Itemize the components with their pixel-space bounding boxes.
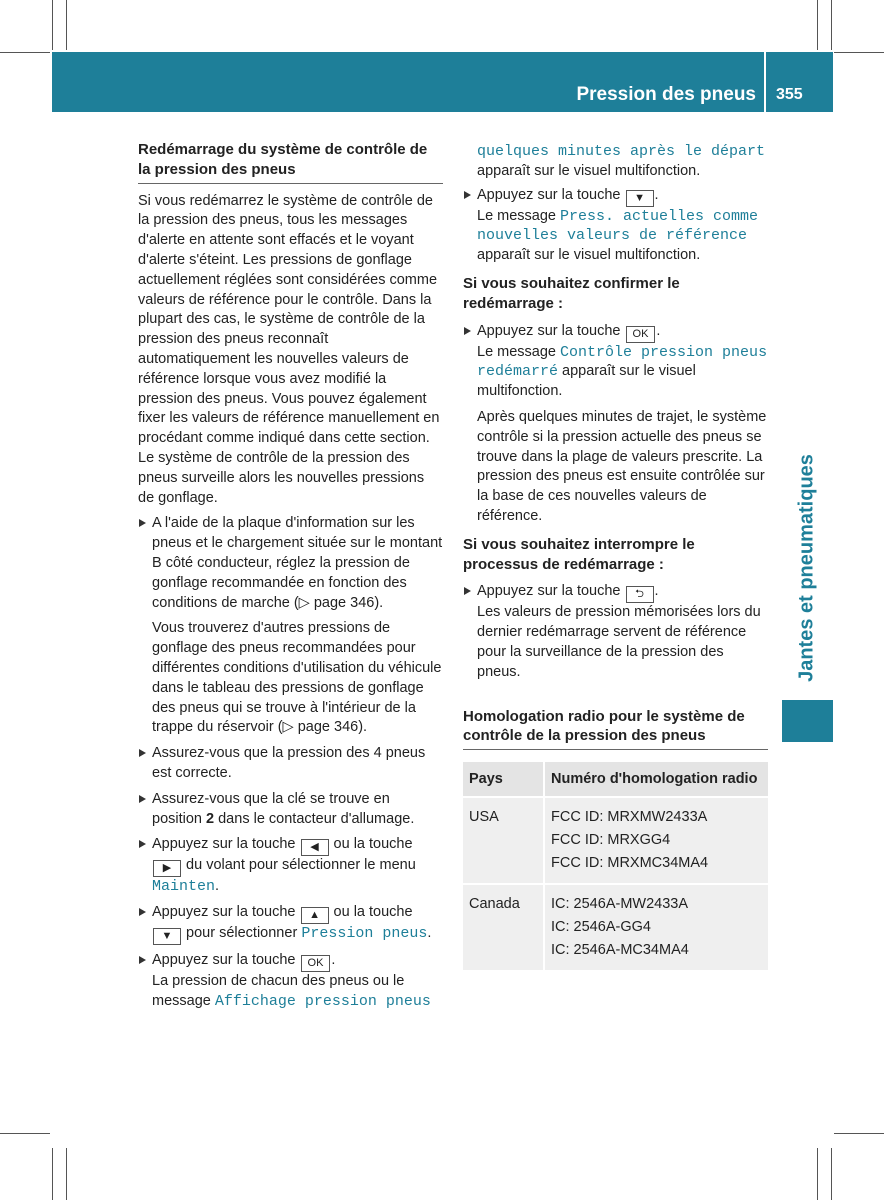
instruction-text: Le message — [477, 207, 556, 224]
list-item: Appuyez sur la touche ◀ ou la touche ▶ du volant pour sélectionner le menu Mainten. — [138, 835, 443, 897]
instruction-text: pour sélectionner — [186, 925, 298, 942]
column-header-country: Pays — [463, 762, 544, 797]
crop-mark — [66, 1148, 67, 1200]
country-cell: Canada — [463, 884, 544, 970]
list-item: Appuyez sur la touche ⮌ . Les valeurs de pression mémorisées lors du dernier redémarrage servent de référence pour la surveillance de la pression des pneus. — [463, 582, 768, 682]
header-divider — [764, 52, 766, 112]
display-message: quelques minutes après le départ — [477, 143, 766, 160]
right-column — [463, 142, 768, 970]
instruction-text: ou la touche — [333, 836, 413, 853]
ok-key-icon: OK — [301, 955, 331, 972]
crop-mark — [66, 0, 67, 50]
radio-approval-table — [463, 762, 768, 970]
crop-mark — [52, 0, 53, 50]
country-cell: USA — [463, 797, 544, 884]
right-arrow-key-icon: ▶ — [153, 860, 181, 877]
down-arrow-key-icon: ▼ — [153, 928, 181, 945]
crop-mark — [0, 1133, 50, 1134]
instruction-text: A l'aide de la plaque d'information sur les pneus et le chargement située sur le montant B côté conducteur, réglez la pression de gonflage recommandée en fonction des conditions de marche (▷ page 346). — [152, 515, 443, 611]
list-item: Appuyez sur la touche OK . La pression de chacun des pneus ou le message Affichage pression pneus — [138, 951, 443, 1012]
approval-ids-cell — [544, 797, 768, 884]
display-menu-name: Pression pneus — [301, 925, 428, 943]
instruction-text: apparaît sur le visuel multifonction. — [477, 247, 701, 264]
instruction-text: La pression de chacun des pneus ou le message — [152, 973, 405, 1009]
up-arrow-key-icon: ▲ — [301, 907, 329, 924]
list-item: Appuyez sur la touche OK . Le message Contrôle pression pneus redémarré apparaît sur le visuel multifonction. — [463, 322, 768, 402]
list-item — [138, 790, 443, 830]
subsection-heading: Si vous souhaitez interrompre le processus de redémarrage : — [463, 535, 695, 573]
list-item — [138, 514, 443, 613]
instruction-text: Assurez-vous que la pression des 4 pneus est correcte. — [152, 745, 426, 781]
crop-mark — [817, 1148, 818, 1200]
instruction-text: apparaît sur le visuel multifonction. — [477, 162, 701, 179]
instruction-text: Appuyez sur la touche — [477, 583, 621, 600]
ok-key-icon: OK — [626, 326, 656, 343]
crop-mark — [834, 1133, 884, 1134]
intro-paragraph: Si vous redémarrez le système de contrôle de la pression des pneus, tous les messages d'alerte en attente sont effacés et le voyant d'alerte s'éteint. Les pressions de gonflage actuellement réglées sont considérées comme valeurs de référence pour le contrôle. Dans la plupart des cas, le système de contrôle de la pression des pneus reconnaît automatiquement les nouvelles valeurs de référence lorsque vous avez modifié la pression des pneus. Vous pouvez également fixer les valeurs de référence manuellement en procédant comme indiqué dans cette section. Le système de contrôle de la pression des pneus surveille alors les nouvelles pressions de gonflage. — [138, 192, 440, 506]
approval-id: FCC ID: MRXGG4 — [551, 831, 671, 848]
left-column — [138, 140, 443, 1018]
approval-id: IC: 2546A-GG4 — [551, 918, 651, 935]
instruction-text: Appuyez sur la touche — [152, 904, 296, 921]
approval-id: IC: 2546A-MW2433A — [551, 895, 689, 912]
crop-mark — [831, 1148, 832, 1200]
instruction-text: Les valeurs de pression mémorisées lors du dernier redémarrage servent de référence pour la surveillance de la pression des pneus. — [477, 604, 761, 680]
instruction-text: du volant pour sélectionner le menu — [186, 857, 416, 874]
instruction-text: Appuyez sur la touche — [477, 322, 621, 339]
subsection-heading: Si vous souhaitez confirmer le redémarrage : — [463, 274, 680, 312]
crop-mark — [817, 0, 818, 50]
table-row — [463, 797, 768, 884]
table-row — [463, 884, 768, 970]
instruction-text: Assurez-vous que la clé se trouve en position — [152, 790, 390, 827]
instruction-text: Appuyez sur la touche — [477, 186, 621, 203]
display-menu-name: Mainten — [152, 878, 216, 896]
display-message: Affichage pression pneus — [214, 992, 431, 1010]
back-key-icon: ⮌ — [626, 586, 654, 603]
section-heading: Homologation radio pour le système de contrôle de la pression des pneus — [463, 707, 768, 751]
left-arrow-key-icon: ◀ — [301, 839, 329, 856]
note-paragraph: Après quelques minutes de trajet, le système contrôle si la pression actuelle des pneus se trouve dans la plage de valeurs prescrite. La pression des pneus est ensuite contrôlée sur la base de ces nouvelles valeurs de référence. — [477, 408, 767, 524]
display-message: Press. actuelles comme nouvelles valeurs de référence — [477, 207, 759, 245]
approval-ids-cell — [544, 884, 768, 970]
column-header-approval-number: Numéro d'homologation radio — [544, 762, 768, 797]
ignition-position: 2 — [206, 810, 215, 827]
chapter-label: Jantes et pneumatiques — [795, 454, 818, 682]
instruction-text: dans le contacteur d'allumage. — [214, 810, 415, 827]
page-number: 355 — [776, 86, 803, 103]
instruction-text: Appuyez sur la touche — [152, 952, 296, 969]
list-item: Appuyez sur la touche ▼ . Le message Press. actuelles comme nouvelles valeurs de référence apparaît sur le visuel multifonction. — [463, 186, 768, 266]
instruction-text: ou la touche — [333, 904, 413, 921]
list-item: Appuyez sur la touche ▲ ou la touche ▼ pour sélectionner Pression pneus. — [138, 903, 443, 945]
list-item — [138, 744, 443, 784]
instruction-text: Le message — [477, 343, 556, 360]
crop-mark — [0, 52, 50, 53]
approval-id: IC: 2546A-MC34MA4 — [551, 941, 689, 958]
crop-mark — [834, 52, 884, 53]
crop-mark — [52, 1148, 53, 1200]
approval-id: FCC ID: MRXMW2433A — [551, 808, 708, 825]
instruction-text: apparaît sur le visuel multifonction. — [477, 363, 696, 400]
continued-text — [463, 142, 768, 182]
crop-mark — [831, 0, 832, 50]
chapter-tab — [782, 700, 833, 742]
section-heading: Redémarrage du système de contrôle de la pression des pneus — [138, 140, 443, 184]
display-message: Contrôle pression pneus redémarré — [477, 343, 768, 381]
instruction-text: Appuyez sur la touche — [152, 836, 296, 853]
table-header-row — [463, 762, 768, 797]
down-arrow-key-icon: ▼ — [626, 190, 654, 207]
note-paragraph: Vous trouverez d'autres pressions de gonflage des pneus recommandées pour différentes conditions d'utilisation du véhicule dans le tableau des pressions de gonflage des pneus qui se trouve à l'intérieur de la trappe du réservoir (▷ page 346). — [152, 620, 442, 736]
approval-id: FCC ID: MRXMC34MA4 — [551, 854, 709, 871]
page-section-title: Pression des pneus — [576, 84, 756, 105]
